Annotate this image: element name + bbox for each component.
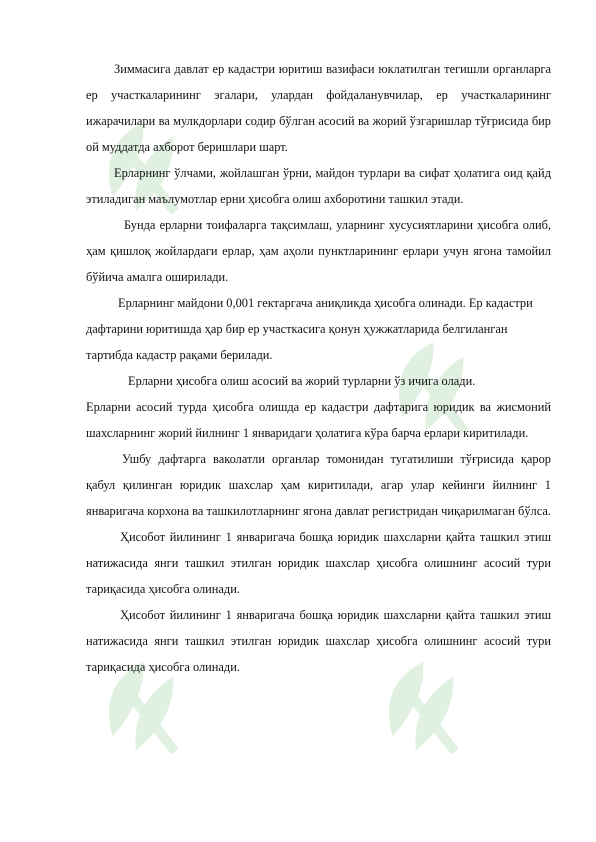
paragraph: Ерларни ҳисобга олиш асосий ва жорий турларни ўз ичига олади.	[128, 374, 476, 388]
paragraph: Ҳисобот йилининг 1 январигача бошқа юридик шахсларни қайта ташкил этиш натижасида янги ташкил этилган юридик шахслар ҳисобга олишнинг асосий тури тариқасида ҳисобга олинади.	[86, 530, 551, 596]
paragraph: Ушбу дафтарга ваколатли органлар томонидан тугатилиши тўғрисида қарор қабул қилинган юридик шахслар ҳам киритилади, агар улар кейинги йилнинг 1 январигача корхона ва ташкилотларнинг ягона давлат регистридан чиқарилмаган бўлса.	[86, 452, 551, 518]
paragraph: Ҳисобот йилининг 1 январигача бошқа юридик шахсларни қайта ташкил этиш натижасида янги ташкил этилган юридик шахслар ҳисобга олишнинг асосий тури тариқасида ҳисобга олинади.	[86, 608, 551, 674]
paragraph: Ерларнинг ўлчами, жойлашган ўрни, майдон турлари ва сифат ҳолатига оид қайд этиладиган маълумотлар ерни ҳисобга олиш ахборотини ташкил этади.	[86, 166, 551, 206]
paragraph: Ерларнинг майдони 0,001 гектаргача аниқликда ҳисобга олинади. Ер кадастри дафтарини юритишда ҳар бир ер участкасига қонун ҳужжатларида белгиланган тартибда кадастр рақами берилади.	[86, 296, 533, 362]
document-body	[86, 56, 551, 680]
paragraph: Ерларни асосий турда ҳисобга олишда ер кадастри дафтарига юридик ва жисмоний шахсларнинг жорий йилнинг 1 январидаги ҳолатига кўра барча ерлари киритилади.	[86, 400, 551, 440]
paragraph: Зиммасига давлат ер кадастри юритиш вазифаси юклатилган тегишли органларга ер участкаларининг эгалари, улардан фойдаланувчилар, ер участкаларининг ижарачилари ва мулкдорлари содир бўлган асосий ва жорий ўзгаришлар тўғрисида бир ой муддатда ахборот беришлари шарт.	[86, 62, 551, 154]
paragraph: Бунда ерларни тоифаларга тақсимлаш, уларнинг хусусиятларини ҳисобга олиб, ҳам қишлоқ жойлардаги ерлар, ҳам аҳоли пунктларининг ерлари учун ягона тамойил бўйича амалга оширилади.	[86, 218, 551, 284]
